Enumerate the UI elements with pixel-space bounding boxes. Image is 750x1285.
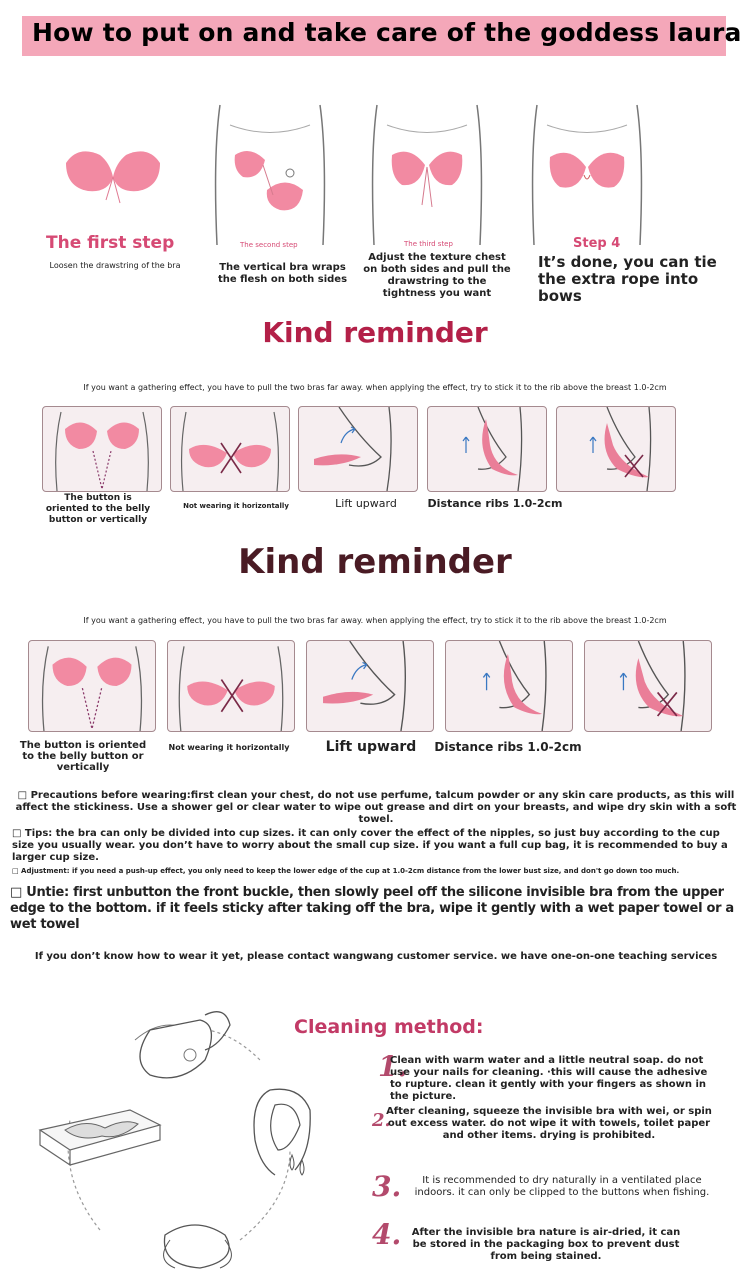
cleaning-step-2: After cleaning, squeeze the invisible bra with wei, or spin out excess water. do not wipe it with towels, toilet paper and other items. drying is prohibited. bbox=[386, 1106, 712, 1141]
step3-caption: Adjust the texture chest on both sides and pull the drawstring to the tightness you want bbox=[363, 252, 511, 299]
precautions-text: □ Precautions before wearing:first clean your chest, do not use perfume, talcum powder or any skin care products, as this will affect the stickiness. Use a shower gel or clear water to wipe out grease and dirt on your breasts, and wipe dry skin with a soft towel. bbox=[15, 790, 737, 825]
reminder2-title: Kind reminder bbox=[238, 542, 512, 582]
reminder2-card-2 bbox=[167, 640, 295, 732]
step2-label: The second step bbox=[240, 241, 298, 249]
step1-label: The first step bbox=[46, 233, 175, 253]
step2-torso-illustration bbox=[205, 95, 335, 250]
cleaning-cycle-illustration bbox=[30, 1000, 330, 1275]
cleaning-step-3: It is recommended to dry naturally in a ventilated place indoors. it can only be clipped to the buttons when fishing. bbox=[414, 1175, 710, 1198]
vertical-button-illustration bbox=[29, 641, 155, 731]
untie-text: □ Untie: first unbutton the front buckle, then slowly peel off the silicone invisible bra from the upper edge to the bottom. if it feels sticky after taking off the bra, wipe it gently with a wet paper towel or a wet towel bbox=[10, 885, 734, 932]
reminder1-card-5 bbox=[556, 406, 676, 492]
reminder2-caption-1: The button is oriented to the belly button or vertically bbox=[19, 740, 147, 773]
cleaning-step-1: Clean with warm water and a little neutral soap. do not use your nails for cleaning. ·this will cause the adhesive to rupture. clean it gently with your fingers as shown in the picture. bbox=[390, 1055, 708, 1102]
tips-text: □ Tips: the bra can only be divided into cup sizes. it can only cover the effect of the nipples, so just buy according to the cup size you usually wear. you don’t have to worry about the small cup size. if you want a full cup bag, it is recommended to buy a larger cup size. bbox=[12, 828, 728, 863]
distance-ribs-illustration bbox=[446, 641, 572, 731]
reminder2-caption-2: Not wearing it horizontally bbox=[168, 743, 290, 752]
reminder1-caption-4: Distance ribs 1.0-2cm bbox=[427, 497, 563, 510]
cleaning-number-4: 4. bbox=[372, 1218, 402, 1251]
reminder2-intro: If you want a gathering effect, you have to pull the two bras far away. when applying the effect, try to stick it to the rib above the breast 1.0-2cm bbox=[83, 616, 667, 625]
horizontal-wrong-illustration bbox=[168, 641, 294, 731]
reminder1-title: Kind reminder bbox=[262, 316, 488, 349]
adjustment-text: □ Adjustment: if you need a push-up effect, you only need to keep the lower edge of the cup at 1.0-2cm distance from the lower bust size, and don't go down too much. bbox=[12, 867, 680, 875]
step1-caption: Loosen the drawstring of the bra bbox=[49, 261, 181, 270]
cleaning-number-1: 1. bbox=[378, 1050, 408, 1083]
contact-text: If you don’t know how to wear it yet, please contact wangwang customer service. we have one-on-one teaching services bbox=[34, 951, 718, 962]
cleaning-title: Cleaning method: bbox=[294, 1016, 484, 1038]
step4-caption: It’s done, you can tie the extra rope into bows bbox=[538, 253, 717, 305]
step4-torso-illustration bbox=[522, 95, 652, 250]
reminder1-caption-1: The button is oriented to the belly button or vertically bbox=[45, 493, 151, 525]
reminder2-card-3 bbox=[306, 640, 434, 732]
reminder1-card-3 bbox=[298, 406, 418, 492]
step4-label: Step 4 bbox=[573, 236, 621, 251]
horizontal-wrong-illustration bbox=[171, 407, 289, 491]
page-title: How to put on and take care of the goddess laura bbox=[32, 18, 742, 47]
reminder1-card-2 bbox=[170, 406, 290, 492]
distance-wrong-illustration bbox=[585, 641, 711, 731]
reminder1-caption-3: Lift upward bbox=[335, 497, 397, 510]
cleaning-number-2: 2. bbox=[372, 1110, 391, 1131]
distance-wrong-illustration bbox=[557, 407, 675, 491]
reminder2-card-5 bbox=[584, 640, 712, 732]
step3-label: The third step bbox=[404, 240, 453, 248]
step3-torso-illustration bbox=[362, 95, 492, 250]
lift-upward-illustration bbox=[307, 641, 433, 731]
step1-bra-illustration bbox=[58, 145, 168, 210]
step2-caption: The vertical bra wraps the flesh on both sides bbox=[217, 262, 348, 285]
reminder1-caption-2: Not wearing it horizontally bbox=[183, 502, 289, 510]
cleaning-step-4: After the invisible bra nature is air-dried, it can be stored in the packaging box to prevent dust from being stained. bbox=[411, 1227, 681, 1262]
reminder1-intro: If you want a gathering effect, you have to pull the two bras far away. when applying the effect, try to stick it to the rib above the breast 1.0-2cm bbox=[83, 383, 667, 392]
reminder1-card-4 bbox=[427, 406, 547, 492]
cleaning-number-3: 3. bbox=[372, 1170, 402, 1203]
reminder2-caption-4: Distance ribs 1.0-2cm bbox=[434, 740, 582, 754]
reminder2-card-1 bbox=[28, 640, 156, 732]
reminder2-card-4 bbox=[445, 640, 573, 732]
reminder1-card-1 bbox=[42, 406, 162, 492]
lift-upward-illustration bbox=[299, 407, 417, 491]
distance-ribs-illustration bbox=[428, 407, 546, 491]
vertical-button-illustration bbox=[43, 407, 161, 491]
reminder2-caption-3: Lift upward bbox=[325, 739, 417, 755]
